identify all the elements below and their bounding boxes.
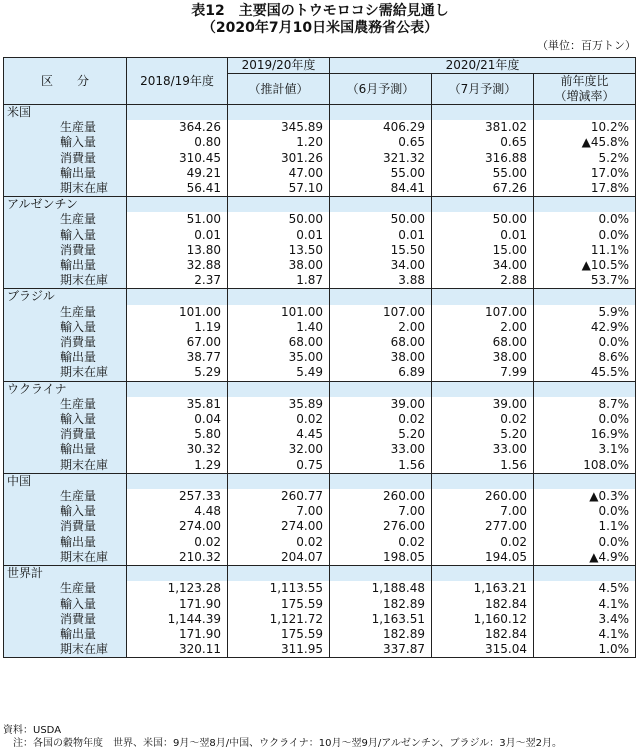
header-change-line2: （増減率） [554, 89, 615, 103]
value-cell: 7.99 [432, 365, 534, 381]
table-row [4, 489, 636, 504]
value-cell: 5.49 [228, 365, 330, 381]
header-2019-group: 2019/20年度 [228, 58, 330, 74]
value-cell: 56.41 [127, 181, 228, 197]
table-row [4, 581, 636, 596]
empty-cell [330, 473, 432, 489]
value-cell: 320.11 [127, 642, 228, 658]
item-label: 輸出量 [4, 627, 127, 642]
value-cell: 316.88 [432, 151, 534, 166]
value-cell: 260.00 [432, 489, 534, 504]
value-cell: 101.00 [127, 305, 228, 320]
value-cell: 1,160.12 [432, 612, 534, 627]
table-row [4, 397, 636, 412]
value-cell: 1,144.39 [127, 612, 228, 627]
value-cell: 0.04 [127, 412, 228, 427]
value-cell: 1,188.48 [330, 581, 432, 596]
empty-cell [432, 197, 534, 213]
value-cell: 311.95 [228, 642, 330, 658]
header-2020-group: 2020/21年度 [330, 58, 636, 74]
item-label: 生産量 [4, 489, 127, 504]
table-row [4, 597, 636, 612]
change-cell: 17.8% [534, 181, 636, 197]
empty-cell [432, 566, 534, 582]
item-label: 消費量 [4, 151, 127, 166]
change-cell: 0.0% [534, 504, 636, 519]
value-cell: 1,163.51 [330, 612, 432, 627]
value-cell: 3.88 [330, 273, 432, 289]
change-cell: 8.7% [534, 397, 636, 412]
value-cell: 198.05 [330, 550, 432, 566]
value-cell: 0.65 [432, 135, 534, 150]
value-cell: 1,163.21 [432, 581, 534, 596]
value-cell: 310.45 [127, 151, 228, 166]
value-cell: 55.00 [330, 166, 432, 181]
value-cell: 0.02 [432, 412, 534, 427]
value-cell: 381.02 [432, 120, 534, 135]
value-cell: 0.01 [330, 228, 432, 243]
empty-cell [330, 197, 432, 213]
notes [3, 724, 562, 750]
change-cell: 4.1% [534, 627, 636, 642]
change-cell: 17.0% [534, 166, 636, 181]
change-cell: 0.0% [534, 535, 636, 550]
change-cell: 108.0% [534, 458, 636, 474]
source-note: 資料：USDA [3, 725, 62, 736]
table-row [4, 550, 636, 566]
value-cell: 2.88 [432, 273, 534, 289]
country-row [4, 197, 636, 213]
value-cell: 7.00 [228, 504, 330, 519]
item-label: 生産量 [4, 120, 127, 135]
table-row [4, 120, 636, 135]
change-cell: ▲10.5% [534, 258, 636, 273]
value-cell: 182.89 [330, 597, 432, 612]
value-cell: 171.90 [127, 597, 228, 612]
item-label: 輸入量 [4, 412, 127, 427]
empty-cell [330, 289, 432, 305]
change-cell: 5.9% [534, 305, 636, 320]
value-cell: 38.00 [432, 350, 534, 365]
value-cell: 2.37 [127, 273, 228, 289]
item-label: 消費量 [4, 335, 127, 350]
empty-cell [228, 566, 330, 582]
table-row [4, 181, 636, 197]
value-cell: 1.87 [228, 273, 330, 289]
value-cell: 0.02 [228, 412, 330, 427]
value-cell: 315.04 [432, 642, 534, 658]
table-row [4, 519, 636, 534]
value-cell: 4.48 [127, 504, 228, 519]
table-row [4, 365, 636, 381]
item-label: 輸入量 [4, 504, 127, 519]
value-cell: 38.00 [330, 350, 432, 365]
empty-cell [330, 381, 432, 397]
change-cell: 1.0% [534, 642, 636, 658]
change-cell: 4.5% [534, 581, 636, 596]
value-cell: 0.01 [432, 228, 534, 243]
value-cell: 210.32 [127, 550, 228, 566]
table-row [4, 135, 636, 150]
change-cell: 53.7% [534, 273, 636, 289]
value-cell: 68.00 [432, 335, 534, 350]
change-cell: 3.4% [534, 612, 636, 627]
empty-cell [127, 105, 228, 121]
empty-cell [534, 105, 636, 121]
item-label: 期末在庫 [4, 273, 127, 289]
header-june-forecast: （6月予測） [330, 74, 432, 105]
table-row [4, 627, 636, 642]
value-cell: 34.00 [330, 258, 432, 273]
value-cell: 260.77 [228, 489, 330, 504]
value-cell: 4.45 [228, 427, 330, 442]
table-row [4, 427, 636, 442]
item-label: 生産量 [4, 581, 127, 596]
value-cell: 0.02 [127, 535, 228, 550]
value-cell: 50.00 [432, 212, 534, 227]
empty-cell [534, 197, 636, 213]
change-cell: 0.0% [534, 212, 636, 227]
table-row [4, 504, 636, 519]
value-cell: 0.02 [330, 535, 432, 550]
value-cell: 2.00 [330, 320, 432, 335]
header-2019-estimate: （推計値） [228, 74, 330, 105]
value-cell: 51.00 [127, 212, 228, 227]
value-cell: 1,123.28 [127, 581, 228, 596]
value-cell: 175.59 [228, 627, 330, 642]
unit-label: （単位：百万トン） [537, 39, 636, 52]
change-cell: 42.9% [534, 320, 636, 335]
value-cell: 1.40 [228, 320, 330, 335]
value-cell: 35.00 [228, 350, 330, 365]
country-name: 米国 [4, 105, 127, 121]
item-label: 輸出量 [4, 442, 127, 457]
value-cell: 33.00 [432, 442, 534, 457]
change-cell: 11.1% [534, 243, 636, 258]
value-cell: 35.89 [228, 397, 330, 412]
footnote: 注：各国の穀物年度 世界、米国：9月～翌8月/中国、ウクライナ：10月～翌9月/アルゼンチン、ブラジル：3月～翌2月。 [3, 738, 563, 749]
value-cell: 7.00 [432, 504, 534, 519]
value-cell: 301.26 [228, 151, 330, 166]
header-july-forecast: （7月予測） [432, 74, 534, 105]
item-label: 消費量 [4, 519, 127, 534]
value-cell: 1,113.55 [228, 581, 330, 596]
table-row [4, 442, 636, 457]
value-cell: 84.41 [330, 181, 432, 197]
country-name: 中国 [4, 473, 127, 489]
value-cell: 38.00 [228, 258, 330, 273]
value-cell: 39.00 [432, 397, 534, 412]
item-label: 輸出量 [4, 350, 127, 365]
country-row [4, 381, 636, 397]
value-cell: 32.88 [127, 258, 228, 273]
country-row [4, 289, 636, 305]
value-cell: 257.33 [127, 489, 228, 504]
empty-cell [432, 473, 534, 489]
empty-cell [127, 381, 228, 397]
table-row [4, 305, 636, 320]
value-cell: 2.00 [432, 320, 534, 335]
header-2018: 2018/19年度 [127, 58, 228, 105]
empty-cell [228, 289, 330, 305]
value-cell: 15.00 [432, 243, 534, 258]
empty-cell [534, 566, 636, 582]
header-change-line1: 前年度比 [560, 74, 609, 88]
empty-cell [228, 473, 330, 489]
table-row [4, 320, 636, 335]
item-label: 消費量 [4, 612, 127, 627]
empty-cell [330, 105, 432, 121]
value-cell: 13.80 [127, 243, 228, 258]
value-cell: 274.00 [127, 519, 228, 534]
table-row [4, 273, 636, 289]
empty-cell [534, 473, 636, 489]
supply-demand-table [3, 57, 636, 658]
item-label: 消費量 [4, 427, 127, 442]
change-cell: 0.0% [534, 412, 636, 427]
item-label: 期末在庫 [4, 642, 127, 658]
value-cell: 50.00 [330, 212, 432, 227]
value-cell: 345.89 [228, 120, 330, 135]
table-row [4, 350, 636, 365]
value-cell: 68.00 [228, 335, 330, 350]
item-label: 輸入量 [4, 320, 127, 335]
value-cell: 38.77 [127, 350, 228, 365]
table-row [4, 642, 636, 658]
table-row [4, 412, 636, 427]
value-cell: 0.02 [330, 412, 432, 427]
country-row [4, 566, 636, 582]
change-cell: 4.1% [534, 597, 636, 612]
value-cell: 107.00 [432, 305, 534, 320]
value-cell: 15.50 [330, 243, 432, 258]
header-change [534, 74, 636, 105]
value-cell: 337.87 [330, 642, 432, 658]
table-row [4, 458, 636, 474]
value-cell: 5.20 [330, 427, 432, 442]
empty-cell [127, 289, 228, 305]
item-label: 輸入量 [4, 228, 127, 243]
value-cell: 194.05 [432, 550, 534, 566]
value-cell: 1.56 [330, 458, 432, 474]
change-cell: 5.2% [534, 151, 636, 166]
country-name: ウクライナ [4, 381, 127, 397]
empty-cell [127, 197, 228, 213]
item-label: 輸出量 [4, 258, 127, 273]
empty-cell [432, 381, 534, 397]
table-row [4, 258, 636, 273]
change-cell: 3.1% [534, 442, 636, 457]
value-cell: 0.01 [228, 228, 330, 243]
value-cell: 5.29 [127, 365, 228, 381]
value-cell: 55.00 [432, 166, 534, 181]
empty-cell [534, 289, 636, 305]
value-cell: 274.00 [228, 519, 330, 534]
value-cell: 6.89 [330, 365, 432, 381]
country-name: ブラジル [4, 289, 127, 305]
table-body [4, 105, 636, 658]
change-cell: ▲4.9% [534, 550, 636, 566]
item-label: 輸出量 [4, 166, 127, 181]
table-title: 表12 主要国のトウモロコシ需給見通し [191, 3, 449, 19]
country-row [4, 105, 636, 121]
empty-cell [228, 381, 330, 397]
header-category: 区 分 [4, 58, 127, 105]
value-cell: 107.00 [330, 305, 432, 320]
value-cell: 406.29 [330, 120, 432, 135]
change-cell: 0.0% [534, 228, 636, 243]
value-cell: 35.81 [127, 397, 228, 412]
value-cell: 276.00 [330, 519, 432, 534]
country-name: アルゼンチン [4, 197, 127, 213]
value-cell: 0.02 [228, 535, 330, 550]
value-cell: 33.00 [330, 442, 432, 457]
item-label: 生産量 [4, 305, 127, 320]
item-label: 期末在庫 [4, 181, 127, 197]
value-cell: 39.00 [330, 397, 432, 412]
country-name: 世界計 [4, 566, 127, 582]
value-cell: 182.84 [432, 597, 534, 612]
value-cell: 1.29 [127, 458, 228, 474]
change-cell: 10.2% [534, 120, 636, 135]
value-cell: 68.00 [330, 335, 432, 350]
value-cell: 0.65 [330, 135, 432, 150]
value-cell: 30.32 [127, 442, 228, 457]
item-label: 消費量 [4, 243, 127, 258]
value-cell: 277.00 [432, 519, 534, 534]
item-label: 輸入量 [4, 597, 127, 612]
value-cell: 0.01 [127, 228, 228, 243]
value-cell: 204.07 [228, 550, 330, 566]
empty-cell [432, 289, 534, 305]
value-cell: 13.50 [228, 243, 330, 258]
item-label: 期末在庫 [4, 458, 127, 474]
empty-cell [127, 566, 228, 582]
value-cell: 32.00 [228, 442, 330, 457]
item-label: 生産量 [4, 212, 127, 227]
value-cell: 47.00 [228, 166, 330, 181]
value-cell: 321.32 [330, 151, 432, 166]
item-label: 期末在庫 [4, 365, 127, 381]
change-cell: 45.5% [534, 365, 636, 381]
change-cell: ▲0.3% [534, 489, 636, 504]
change-cell: ▲45.8% [534, 135, 636, 150]
empty-cell [127, 473, 228, 489]
table-row [4, 243, 636, 258]
value-cell: 49.21 [127, 166, 228, 181]
table-row [4, 535, 636, 550]
table-row [4, 166, 636, 181]
value-cell: 67.26 [432, 181, 534, 197]
value-cell: 182.89 [330, 627, 432, 642]
item-label: 生産量 [4, 397, 127, 412]
change-cell: 0.0% [534, 335, 636, 350]
value-cell: 7.00 [330, 504, 432, 519]
table-row [4, 228, 636, 243]
item-label: 輸入量 [4, 135, 127, 150]
table-row [4, 612, 636, 627]
value-cell: 0.75 [228, 458, 330, 474]
value-cell: 1,121.72 [228, 612, 330, 627]
country-row [4, 473, 636, 489]
value-cell: 57.10 [228, 181, 330, 197]
value-cell: 260.00 [330, 489, 432, 504]
empty-cell [432, 105, 534, 121]
value-cell: 5.20 [432, 427, 534, 442]
value-cell: 1.56 [432, 458, 534, 474]
value-cell: 171.90 [127, 627, 228, 642]
item-label: 期末在庫 [4, 550, 127, 566]
value-cell: 364.26 [127, 120, 228, 135]
table-row [4, 335, 636, 350]
value-cell: 1.19 [127, 320, 228, 335]
empty-cell [534, 381, 636, 397]
change-cell: 16.9% [534, 427, 636, 442]
empty-cell [228, 105, 330, 121]
table-subtitle: （2020年7月10日米国農務省公表） [201, 20, 439, 36]
value-cell: 182.84 [432, 627, 534, 642]
value-cell: 0.80 [127, 135, 228, 150]
value-cell: 50.00 [228, 212, 330, 227]
table-row [4, 212, 636, 227]
value-cell: 34.00 [432, 258, 534, 273]
empty-cell [330, 566, 432, 582]
value-cell: 1.20 [228, 135, 330, 150]
empty-cell [228, 197, 330, 213]
table-row [4, 151, 636, 166]
change-cell: 1.1% [534, 519, 636, 534]
change-cell: 8.6% [534, 350, 636, 365]
value-cell: 67.00 [127, 335, 228, 350]
value-cell: 5.80 [127, 427, 228, 442]
item-label: 輸出量 [4, 535, 127, 550]
value-cell: 175.59 [228, 597, 330, 612]
value-cell: 101.00 [228, 305, 330, 320]
value-cell: 0.02 [432, 535, 534, 550]
